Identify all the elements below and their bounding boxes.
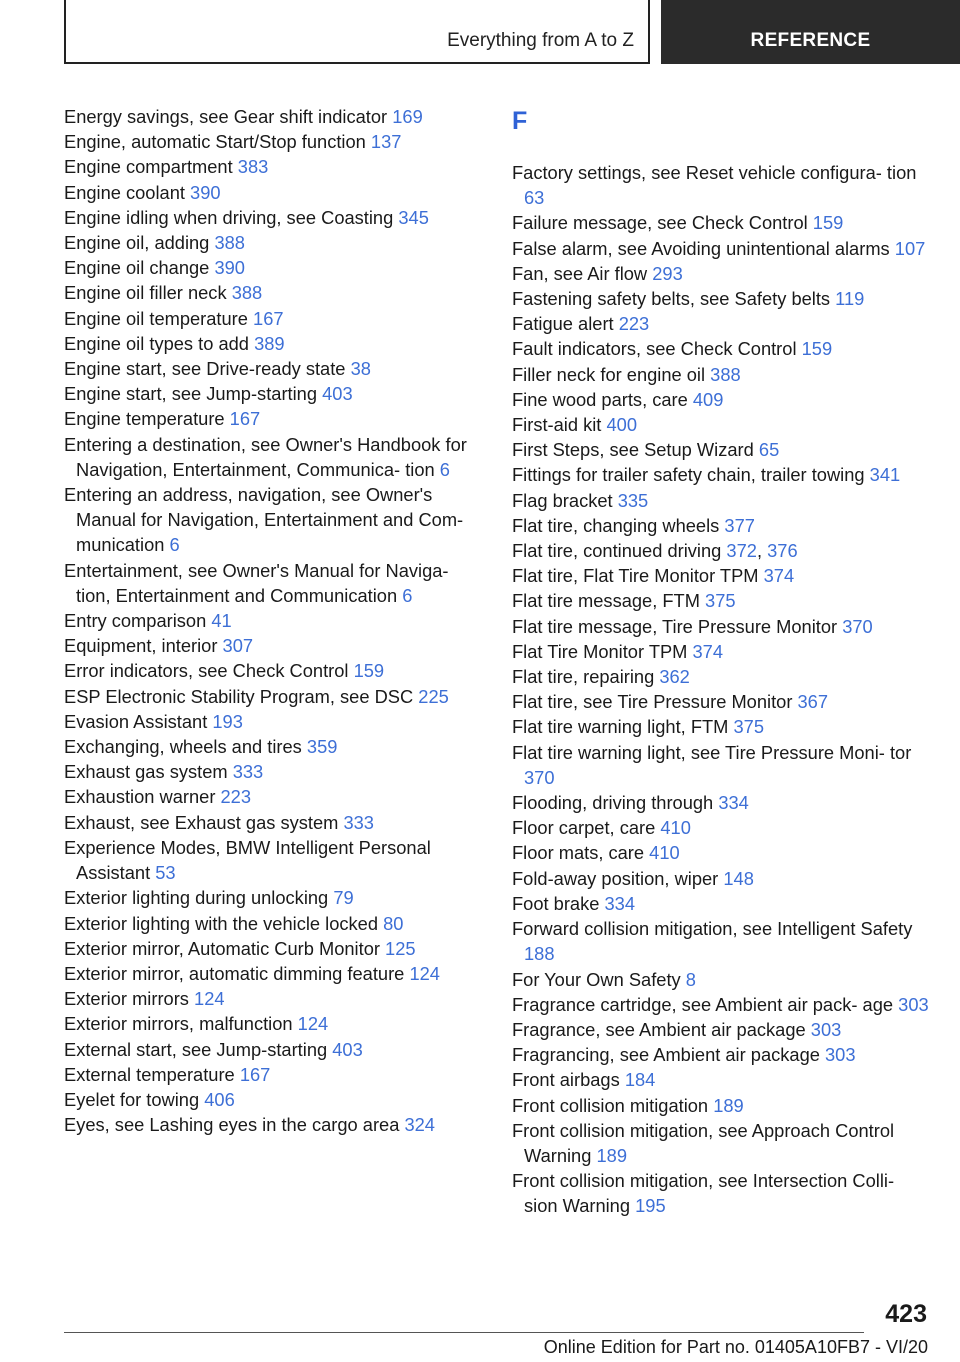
page-link[interactable]: 119 bbox=[835, 288, 865, 310]
entry-text: Eyes, see Lashing eyes in the cargo area bbox=[64, 1114, 400, 1136]
entry-text: Evasion Assistant bbox=[64, 710, 208, 732]
page-link[interactable]: 388 bbox=[214, 232, 245, 254]
index-entry bbox=[64, 432, 484, 482]
index-entry bbox=[512, 261, 932, 286]
index-entry bbox=[512, 916, 932, 966]
entry-text: Entering an address, navigation, see Owner's Manual for Navigation, Entertainment and Com‑ munication bbox=[64, 484, 464, 556]
entry-text: Exterior lighting during unlocking bbox=[64, 887, 329, 909]
index-entry bbox=[64, 608, 484, 633]
index-entry bbox=[64, 154, 484, 179]
index-entry bbox=[512, 689, 932, 714]
page-link[interactable]: 307 bbox=[222, 635, 254, 657]
index-entry bbox=[64, 936, 484, 961]
page-link[interactable]: 63 bbox=[524, 187, 545, 209]
page-link[interactable]: 410 bbox=[660, 817, 691, 839]
entry-text: Fastening safety belts, see Safety belts bbox=[512, 288, 831, 310]
index-entry bbox=[512, 563, 932, 588]
index-entry bbox=[64, 684, 484, 709]
entry-text: Flat tire, continued driving bbox=[512, 540, 722, 562]
index-entry bbox=[512, 387, 932, 412]
index-entry bbox=[64, 1037, 484, 1062]
page-link[interactable]: 159 bbox=[812, 212, 844, 234]
entry-text: External temperature bbox=[64, 1063, 235, 1085]
page-link[interactable]: 124 bbox=[409, 962, 440, 984]
index-entry bbox=[512, 840, 932, 865]
index-entry bbox=[64, 280, 484, 305]
index-entries-f bbox=[512, 160, 932, 1219]
index-entry bbox=[512, 311, 932, 336]
entry-text: ESP Electronic Stability Program, see DSC bbox=[64, 685, 414, 707]
entry-text: Engine oil temperature bbox=[64, 307, 248, 329]
entry-text: Eyelet for towing bbox=[64, 1088, 200, 1110]
index-entry bbox=[512, 1042, 932, 1067]
entry-text: Equipment, interior bbox=[64, 635, 218, 657]
index-entry bbox=[512, 412, 932, 437]
entry-text: Foot brake bbox=[512, 892, 600, 914]
index-entry bbox=[64, 1062, 484, 1087]
page-link[interactable]: 359 bbox=[306, 736, 338, 758]
entry-text: Engine, automatic Start/Stop function bbox=[64, 131, 366, 153]
reference-tab-label: REFERENCE bbox=[750, 30, 871, 51]
page-link[interactable]: 167 bbox=[239, 1063, 271, 1085]
entry-text: Flooding, driving through bbox=[512, 792, 714, 814]
page-link[interactable]: 53 bbox=[155, 862, 176, 884]
index-entry bbox=[64, 104, 484, 129]
page-link[interactable]: 65 bbox=[758, 439, 780, 461]
entry-text: Front airbags bbox=[512, 1069, 620, 1091]
page-link[interactable]: 159 bbox=[353, 660, 385, 682]
entry-text: False alarm, see Avoiding unintentional alarms bbox=[512, 237, 890, 259]
entry-text: Factory settings, see Reset vehicle configura‑ tion bbox=[512, 162, 917, 183]
entry-text: Engine oil change bbox=[64, 257, 210, 279]
entry-text: Exterior mirrors, malfunction bbox=[64, 1013, 293, 1035]
index-entry bbox=[512, 362, 932, 387]
index-entry bbox=[512, 210, 932, 235]
index-entry bbox=[64, 1087, 484, 1112]
entry-text: Filler neck for engine oil bbox=[512, 363, 706, 385]
entry-text: Floor carpet, care bbox=[512, 817, 656, 839]
page-link[interactable]: 383 bbox=[237, 156, 269, 178]
page-link[interactable]: 406 bbox=[204, 1088, 235, 1110]
entry-text: Fold-away position, wiper bbox=[512, 867, 719, 889]
index-entry bbox=[512, 714, 932, 739]
entry-text: First-aid kit bbox=[512, 414, 602, 436]
entry-text: Exterior lighting with the vehicle locked bbox=[64, 912, 378, 934]
index-entry bbox=[512, 1067, 932, 1092]
index-entry bbox=[64, 986, 484, 1011]
entry-text: Flat tire warning light, FTM bbox=[512, 716, 729, 738]
page-link[interactable]: 388 bbox=[710, 363, 741, 385]
page-link[interactable]: 148 bbox=[723, 867, 754, 889]
entry-text: Error indicators, see Check Control bbox=[64, 660, 349, 682]
entry-text: Floor mats, care bbox=[512, 842, 645, 864]
page-link[interactable]: 390 bbox=[190, 181, 221, 203]
index-entry bbox=[64, 633, 484, 658]
index-entry bbox=[64, 356, 484, 381]
page-link[interactable]: 370 bbox=[842, 615, 873, 637]
page-link[interactable]: 372 bbox=[726, 540, 757, 562]
entry-text: Front collision mitigation bbox=[512, 1094, 709, 1116]
index-column-right bbox=[512, 104, 932, 1219]
entry-text: Engine temperature bbox=[64, 408, 225, 430]
page-link[interactable]: 334 bbox=[718, 792, 749, 814]
entry-text: Flat tire, repairing bbox=[512, 666, 655, 688]
index-entry bbox=[64, 1011, 484, 1036]
entry-text: Flat tire message, FTM bbox=[512, 590, 700, 612]
entry-text: Exterior mirror, automatic dimming feature bbox=[64, 962, 405, 984]
index-entry bbox=[512, 790, 932, 815]
index-entry bbox=[64, 1112, 484, 1137]
edition-text: Online Edition for Part no. 01405A10FB7 - VI/20 bbox=[543, 1337, 928, 1357]
index-entry bbox=[512, 1093, 932, 1118]
page-link[interactable]: 107 bbox=[894, 237, 926, 259]
entry-text: Exchanging, wheels and tires bbox=[64, 736, 302, 758]
page-link[interactable]: 193 bbox=[212, 710, 243, 732]
page-link[interactable]: 388 bbox=[231, 282, 263, 304]
page-link[interactable]: 389 bbox=[254, 332, 285, 354]
index-entry bbox=[512, 488, 932, 513]
page-link[interactable]: 124 bbox=[297, 1013, 329, 1035]
entry-text: Fragrancing, see Ambient air package bbox=[512, 1044, 820, 1066]
entry-text: External start, see Jump-starting bbox=[64, 1038, 328, 1060]
entry-text: Entering a destination, see Owner's Handbook for Navigation, Entertainment, Communica‑ tion bbox=[64, 433, 467, 480]
entry-text: Fatigue alert bbox=[512, 313, 614, 335]
index-entry bbox=[64, 306, 484, 331]
index-entry bbox=[64, 885, 484, 910]
index-entry bbox=[512, 1168, 932, 1218]
entry-text: Exhaust gas system bbox=[64, 761, 228, 783]
index-entry bbox=[64, 835, 484, 885]
entry-text: Entry comparison bbox=[64, 610, 207, 632]
index-column-left bbox=[64, 104, 484, 1137]
entry-text: Engine coolant bbox=[64, 181, 185, 203]
page-link[interactable]: 38 bbox=[350, 358, 371, 380]
index-entry bbox=[64, 558, 484, 608]
index-entry bbox=[64, 810, 484, 835]
entry-text: Exterior mirror, Automatic Curb Monitor bbox=[64, 937, 380, 959]
index-entry bbox=[64, 658, 484, 683]
index-entry bbox=[512, 437, 932, 462]
entry-text: Flat tire, Flat Tire Monitor TPM bbox=[512, 565, 759, 587]
page-link[interactable]: 410 bbox=[649, 842, 680, 864]
index-entry bbox=[64, 961, 484, 986]
page-link[interactable]: 188 bbox=[524, 943, 555, 965]
page-link[interactable]: 293 bbox=[652, 262, 683, 284]
page-link[interactable]: 334 bbox=[604, 892, 635, 914]
entry-text: Exterior mirrors bbox=[64, 988, 189, 1010]
index-entry bbox=[512, 1118, 932, 1168]
page-link[interactable]: 403 bbox=[322, 383, 353, 405]
entry-text: Front collision mitigation, see Intersection Colli‑ sion Warning bbox=[512, 1170, 895, 1217]
index-entry bbox=[512, 992, 932, 1017]
page-link[interactable]: 169 bbox=[392, 106, 423, 127]
page-link[interactable]: 374 bbox=[763, 565, 795, 587]
index-entry bbox=[512, 336, 932, 361]
entry-text: First Steps, see Setup Wizard bbox=[512, 439, 754, 461]
index-entry bbox=[64, 205, 484, 230]
page-link[interactable]: 189 bbox=[713, 1094, 744, 1116]
entry-text: Exhaust, see Exhaust gas system bbox=[64, 811, 339, 833]
page-link[interactable]: 124 bbox=[194, 988, 225, 1010]
page-link[interactable]: 223 bbox=[220, 786, 252, 808]
entry-text: Engine start, see Jump-starting bbox=[64, 383, 318, 405]
index-entry bbox=[64, 230, 484, 255]
entry-text: Engine oil filler neck bbox=[64, 282, 227, 304]
page-link[interactable]: 370 bbox=[524, 766, 555, 788]
page-link[interactable]: 345 bbox=[398, 206, 429, 228]
entry-text: Engine compartment bbox=[64, 156, 233, 178]
page-link[interactable]: 41 bbox=[211, 610, 232, 632]
entry-text: Engine start, see Drive-ready state bbox=[64, 358, 346, 380]
index-entry bbox=[64, 255, 484, 280]
entry-text: Engine oil types to add bbox=[64, 332, 249, 354]
entry-text: Flat tire warning light, see Tire Pressure Moni‑ tor bbox=[512, 741, 912, 763]
page-link[interactable]: 341 bbox=[869, 464, 901, 486]
page-link[interactable]: 303 bbox=[810, 1018, 842, 1040]
page-link[interactable]: 377 bbox=[724, 514, 755, 536]
page-link[interactable]: 374 bbox=[692, 640, 724, 662]
page-link[interactable]: 6 bbox=[439, 458, 450, 480]
page-link[interactable]: 333 bbox=[232, 761, 264, 783]
page-link[interactable]: 362 bbox=[659, 666, 690, 688]
page-link[interactable]: 400 bbox=[606, 414, 637, 436]
index-entry bbox=[512, 967, 932, 992]
page-link[interactable]: 303 bbox=[898, 993, 929, 1015]
entry-text: Fault indicators, see Check Control bbox=[512, 338, 797, 360]
entry-text: Fan, see Air flow bbox=[512, 262, 648, 284]
entry-text: Flag bracket bbox=[512, 489, 613, 511]
entry-text: Fine wood parts, care bbox=[512, 388, 688, 410]
entry-text: Fragrance cartridge, see Ambient air pack‑ age bbox=[512, 993, 894, 1015]
index-entry bbox=[512, 866, 932, 891]
index-entry bbox=[512, 1017, 932, 1042]
page-link[interactable]: 167 bbox=[253, 307, 284, 329]
index-entry bbox=[64, 759, 484, 784]
entry-text: Energy savings, see Gear shift indicator bbox=[64, 106, 388, 127]
index-entry bbox=[512, 236, 932, 261]
page-link[interactable]: 195 bbox=[635, 1195, 666, 1217]
page-link[interactable]: 409 bbox=[692, 388, 724, 410]
entry-text: Flat tire, changing wheels bbox=[512, 514, 720, 536]
index-entry bbox=[64, 129, 484, 154]
index-entry bbox=[512, 664, 932, 689]
page-link[interactable]: 80 bbox=[383, 912, 404, 934]
entry-text: Flat tire, see Tire Pressure Monitor bbox=[512, 691, 793, 713]
entry-text: Front collision mitigation, see Approach Control Warning bbox=[512, 1119, 895, 1166]
page-link[interactable]: 184 bbox=[624, 1069, 656, 1091]
page-link[interactable]: 324 bbox=[404, 1114, 435, 1136]
index-entry bbox=[64, 381, 484, 406]
index-entry bbox=[512, 614, 932, 639]
page-link[interactable]: 159 bbox=[801, 338, 833, 360]
index-entry bbox=[512, 639, 932, 664]
entry-text: Entertainment, see Owner's Manual for Naviga‑ tion, Entertainment and Communication bbox=[64, 559, 449, 606]
reference-tab[interactable] bbox=[661, 0, 960, 64]
entry-text: Experience Modes, BMW Intelligent Personal Assistant bbox=[64, 836, 431, 884]
page-link[interactable]: 333 bbox=[343, 811, 374, 833]
entry-text: For Your Own Safety bbox=[512, 968, 681, 990]
page-link[interactable]: 335 bbox=[617, 489, 649, 511]
page-link[interactable]: 125 bbox=[385, 937, 416, 959]
page-link[interactable]: 367 bbox=[797, 691, 829, 713]
index-entry bbox=[512, 588, 932, 613]
entry-text: Engine idling when driving, see Coasting bbox=[64, 206, 394, 228]
index-entry bbox=[64, 911, 484, 936]
index-entry bbox=[64, 784, 484, 809]
index-entry bbox=[512, 462, 932, 487]
index-entry bbox=[512, 513, 932, 538]
page-link[interactable]: 375 bbox=[705, 590, 736, 612]
page-link[interactable]: 390 bbox=[214, 257, 245, 279]
index-entry bbox=[64, 482, 484, 558]
index-entry bbox=[64, 406, 484, 431]
index-entry bbox=[64, 709, 484, 734]
entry-text: Flat tire message, Tire Pressure Monitor bbox=[512, 615, 838, 637]
page-link[interactable]: 225 bbox=[418, 685, 449, 707]
page-link[interactable]: 137 bbox=[370, 131, 402, 153]
entry-text: Flat Tire Monitor TPM bbox=[512, 640, 688, 662]
index-entry bbox=[512, 815, 932, 840]
entry-text: Fragrance, see Ambient air package bbox=[512, 1018, 806, 1040]
index-entry: Flat tire, continued driving 372, 376 bbox=[512, 540, 798, 562]
index-entry bbox=[64, 734, 484, 759]
page-link[interactable]: 403 bbox=[332, 1038, 363, 1060]
entry-text: Engine oil, adding bbox=[64, 232, 210, 254]
entry-text: Exhaustion warner bbox=[64, 786, 216, 808]
index-entry bbox=[512, 740, 932, 790]
header-box bbox=[64, 0, 650, 64]
index-entry bbox=[512, 286, 932, 311]
letter-heading: F bbox=[512, 107, 528, 135]
page-number: 423 bbox=[885, 1300, 927, 1328]
entry-text: Forward collision mitigation, see Intelligent Safety bbox=[512, 918, 913, 940]
page-link[interactable]: 223 bbox=[618, 313, 650, 335]
page-link[interactable]: 167 bbox=[229, 408, 261, 430]
entry-text: Failure message, see Check Control bbox=[512, 212, 808, 234]
index-entry bbox=[512, 891, 932, 916]
index-entry bbox=[64, 331, 484, 356]
page-link[interactable]: 375 bbox=[733, 716, 764, 738]
index-entry bbox=[512, 160, 932, 210]
page-link[interactable]: 6 bbox=[402, 584, 413, 606]
index-entry bbox=[64, 180, 484, 205]
page-link[interactable]: 189 bbox=[596, 1144, 628, 1166]
page-link[interactable]: 376 bbox=[767, 540, 798, 562]
entry-text: Fittings for trailer safety chain, trailer towing bbox=[512, 464, 865, 486]
section-title: Everything from A to Z bbox=[447, 30, 634, 51]
page-link[interactable]: 8 bbox=[685, 968, 696, 990]
page-link[interactable]: 6 bbox=[169, 534, 180, 556]
page-link[interactable]: 79 bbox=[333, 887, 354, 909]
page-link[interactable]: 303 bbox=[825, 1044, 856, 1066]
